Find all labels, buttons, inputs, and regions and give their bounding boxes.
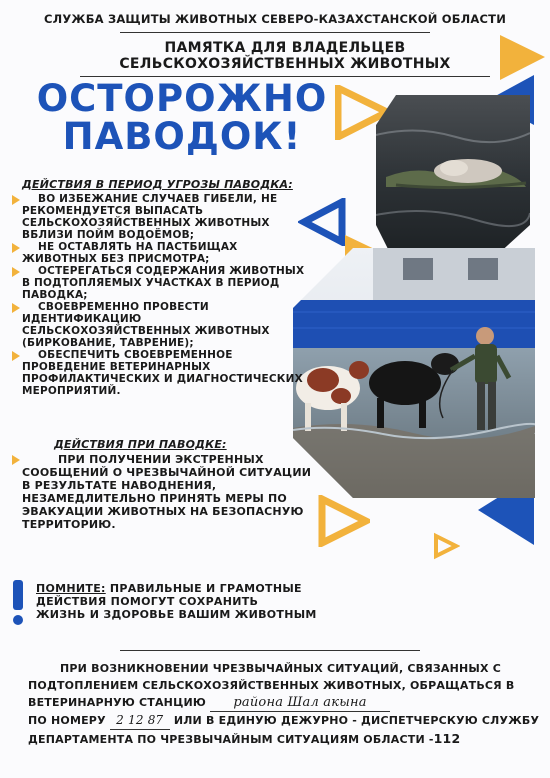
triangle-bullet-icon bbox=[12, 267, 20, 277]
contact-info bbox=[28, 660, 543, 748]
phone-number: 2 12 87 bbox=[110, 712, 170, 730]
list-item-text: НЕ ОСТАВЛЯТЬ НА ПАСТБИЩАХ ЖИВОТНЫХ БЕЗ ПРИСМОТРА; bbox=[22, 241, 238, 265]
triangle-bullet-icon bbox=[12, 303, 20, 313]
remember-lead: ПОМНИТЕ: bbox=[36, 582, 106, 595]
footer-line4-prefix: ПО НОМЕРУ bbox=[28, 714, 106, 727]
remember-note bbox=[36, 582, 336, 621]
headline-line1: ОСТОРОЖНО bbox=[36, 77, 328, 120]
flood-section-heading: ДЕЙСТВИЯ ПРИ ПАВОДКЕ: bbox=[54, 438, 227, 451]
remember-line1-text: ПРАВИЛЬНЫЕ И ГРАМОТНЫЕ bbox=[109, 582, 302, 595]
headline-line2: ПАВОДОК! bbox=[62, 115, 302, 158]
memo-title bbox=[80, 40, 490, 72]
footer-line4 bbox=[28, 712, 543, 730]
memo-title-line1: ПАМЯТКА ДЛЯ ВЛАДЕЛЬЦЕВ bbox=[164, 40, 406, 56]
triangle-bullet-icon bbox=[12, 195, 20, 205]
threat-section-heading: ДЕЙСТВИЯ В ПЕРИОД УГРОЗЫ ПАВОДКА: bbox=[22, 178, 293, 191]
remember-line2: ДЕЙСТВИЯ ПОМОГУТ СОХРАНИТЬ bbox=[36, 595, 259, 608]
list-item bbox=[12, 193, 308, 241]
triangle-bullet-icon bbox=[12, 243, 20, 253]
list-item-text: ВО ИЗБЕЖАНИЕ СЛУЧАЕВ ГИБЕЛИ, НЕ РЕКОМЕНДУЕТСЯ ВЫПАСАТЬ СЕЛЬСКОХОЗЯЙСТВЕННЫХ ЖИВОТНЫХ ВБЛИЗИ ПОЙМ ВОДОЁМОВ; bbox=[22, 193, 278, 241]
emergency-number: 112 bbox=[433, 731, 461, 746]
flood-section-text bbox=[12, 453, 312, 531]
triangle-outline-yellow-lower bbox=[432, 532, 460, 560]
footer-line5-text: ДЕПАРТАМЕНТА ПО ЧРЕЗВЫЧАЙНЫМ СИТУАЦИЯМ ОБЛАСТИ - bbox=[28, 733, 434, 746]
header-divider bbox=[120, 32, 430, 33]
list-item bbox=[12, 301, 308, 349]
footer-divider bbox=[120, 650, 420, 651]
list-item bbox=[12, 265, 308, 301]
memo-title-line2: СЕЛЬСКОХОЗЯЙСТВЕННЫХ ЖИВОТНЫХ bbox=[119, 56, 451, 72]
triangle-bullet-icon bbox=[12, 455, 20, 465]
triangle-outline-yellow-bottom bbox=[318, 495, 370, 547]
cows-evacuation-photo bbox=[293, 248, 535, 498]
remember-line1 bbox=[36, 582, 336, 595]
main-headline bbox=[22, 77, 342, 158]
footer-line4-suffix: ИЛИ В ЕДИНУЮ ДЕЖУРНО - ДИСПЕТЧЕРСКУЮ СЛУЖБУ bbox=[173, 714, 540, 727]
list-item bbox=[12, 241, 308, 265]
triangle-bullet-icon bbox=[12, 351, 20, 361]
footer-line3-prefix: ВЕТЕРИНАРНУЮ СТАНЦИЮ bbox=[28, 696, 207, 709]
list-item bbox=[12, 349, 308, 397]
exclamation-icon bbox=[10, 580, 26, 626]
list-item-text: СВОЕВРЕМЕННО ПРОВЕСТИ ИДЕНТИФИКАЦИЮ СЕЛЬСКОХОЗЯЙСТВЕННЫХ ЖИВОТНЫХ (БИРКОВАНИЕ, ТАВРЕНИЕ); bbox=[22, 301, 270, 349]
remember-line3: ЖИЗНЬ И ЗДОРОВЬЕ ВАШИМ ЖИВОТНЫМ bbox=[36, 608, 317, 621]
footer-line2: ПОДТОПЛЕНИЕМ СЕЛЬСКОХОЗЯЙСТВЕННЫХ ЖИВОТНЫХ, ОБРАЩАТЬСЯ В bbox=[28, 679, 515, 692]
threat-list bbox=[12, 193, 308, 397]
footer-line3 bbox=[28, 694, 543, 712]
flood-section-body: ПРИ ПОЛУЧЕНИИ ЭКСТРЕННЫХ СООБЩЕНИЙ О ЧРЕЗВЫЧАЙНОЙ СИТУАЦИИ В РЕЗУЛЬТАТЕ НАВОДНЕНИЯ, НЕЗАМЕДЛИТЕЛЬНО ПРИНЯТЬ МЕРЫ ПО ЭВАКУАЦИИ ЖИВОТНЫХ НА БЕЗОПАСНУЮ ТЕРРИТОРИЮ. bbox=[22, 453, 312, 531]
flooded-animal-photo bbox=[376, 95, 530, 265]
list-item-text: ОБЕСПЕЧИТЬ СВОЕВРЕМЕННОЕ ПРОВЕДЕНИЕ ВЕТЕРИНАРНЫХ ПРОФИЛАКТИЧЕСКИХ И ДИАГНОСТИЧЕСКИХ МЕРОПРИЯТИЙ. bbox=[22, 349, 303, 397]
footer-line1: ПРИ ВОЗНИКНОВЕНИИ ЧРЕЗВЫЧАЙНЫХ СИТУАЦИЙ, СВЯЗАННЫХ С bbox=[60, 662, 501, 675]
triangle-yellow-top-right bbox=[500, 35, 545, 80]
station-name: района Шал акына bbox=[210, 694, 390, 712]
list-item-text: ОСТЕРЕГАТЬСЯ СОДЕРЖАНИЯ ЖИВОТНЫХ В ПОДТОПЛЯЕМЫХ УЧАСТКАХ В ПЕРИОД ПАВОДКА; bbox=[22, 265, 305, 301]
organization-name: СЛУЖБА ЗАЩИТЫ ЖИВОТНЫХ СЕВЕРО-КАЗАХСТАНСКОЙ ОБЛАСТИ bbox=[43, 12, 507, 26]
footer-line5 bbox=[28, 730, 543, 748]
